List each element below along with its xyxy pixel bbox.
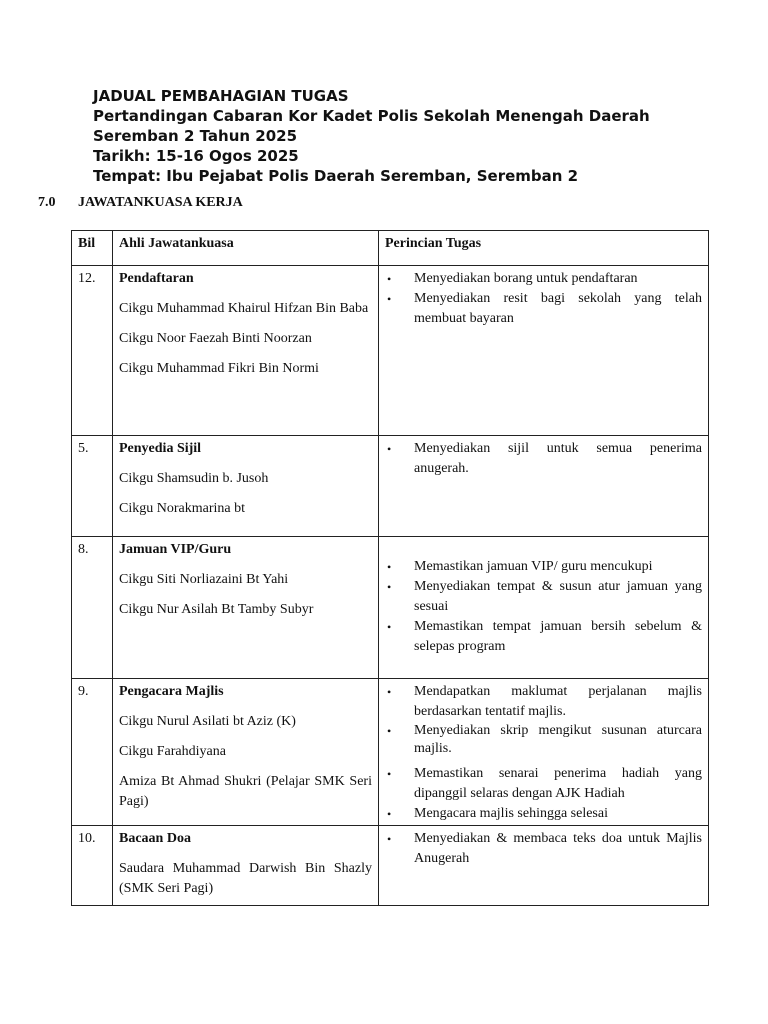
task-item: • Menyediakan sijil untuk semua penerima anugerah. bbox=[385, 439, 702, 479]
table-row bbox=[72, 679, 709, 826]
doc-title: JADUAL PEMBAHAGIAN TUGAS bbox=[93, 87, 349, 105]
task-item: • Menyediakan tempat & susun atur jamuan yang sesuai bbox=[385, 577, 702, 617]
task-item: • Menyediakan resit bagi sekolah yang telah membuat bayaran bbox=[385, 289, 702, 329]
committee-role: Bacaan Doa bbox=[119, 831, 191, 846]
committee-role: Pengacara Majlis bbox=[119, 684, 224, 699]
committee-member: Saudara Muhammad Darwish Bin Shazly (SMK Seri Pagi) bbox=[119, 861, 372, 896]
table-row bbox=[72, 436, 709, 537]
section-title: JAWATANKUASA KERJA bbox=[78, 195, 243, 210]
task-item: • Mendapatkan maklumat perjalanan majlis berdasarkan tentatif majlis. bbox=[385, 682, 702, 722]
event-name-cont: Seremban 2 Tahun 2025 bbox=[93, 127, 298, 145]
task-item: • Memastikan tempat jamuan bersih sebelum & selepas program bbox=[385, 617, 702, 657]
committee-member: Cikgu Shamsudin b. Jusoh bbox=[119, 471, 269, 486]
event-name: Pertandingan Cabaran Kor Kadet Polis Sekolah Menengah Daerah bbox=[93, 107, 650, 125]
row-number: 10. bbox=[72, 826, 113, 906]
committee-member: Cikgu Muhammad Khairul Hifzan Bin Baba bbox=[119, 301, 369, 316]
committee-member: Cikgu Siti Norliazaini Bt Yahi bbox=[119, 572, 289, 587]
row-number: 8. bbox=[72, 537, 113, 679]
event-venue: Tempat: Ibu Pejabat Polis Daerah Seremban, Seremban 2 bbox=[93, 167, 579, 185]
committee-member: Cikgu Noor Faezah Binti Noorzan bbox=[119, 331, 312, 346]
event-date: Tarikh: 15-16 Ogos 2025 bbox=[93, 147, 299, 165]
committee-member: Cikgu Farahdiyana bbox=[119, 744, 226, 759]
row-number: 12. bbox=[72, 266, 113, 436]
committee-cell bbox=[113, 826, 379, 906]
document-header bbox=[93, 86, 733, 186]
committee-role: Jamuan VIP/Guru bbox=[119, 542, 232, 557]
task-item: • Menyediakan skrip mengikut susunan aturcara majlis. bbox=[385, 722, 702, 758]
tasks-cell bbox=[379, 826, 709, 906]
header-bil: Bil bbox=[72, 231, 113, 266]
section-number: 7.0 bbox=[38, 195, 56, 210]
task-list bbox=[385, 439, 702, 479]
committee-member: Cikgu Muhammad Fikri Bin Normi bbox=[119, 361, 319, 376]
committee-cell bbox=[113, 436, 379, 537]
duty-table bbox=[71, 230, 709, 906]
task-list bbox=[385, 682, 702, 824]
committee-cell bbox=[113, 266, 379, 436]
section-heading bbox=[38, 195, 243, 211]
task-list bbox=[385, 829, 702, 869]
committee-cell bbox=[113, 679, 379, 826]
tasks-cell bbox=[379, 266, 709, 436]
committee-member: Cikgu Nur Asilah Bt Tamby Subyr bbox=[119, 602, 314, 617]
header-tugas: Perincian Tugas bbox=[379, 231, 709, 266]
committee-member: Cikgu Nurul Asilati bt Aziz (K) bbox=[119, 714, 296, 729]
task-item: • Menyediakan borang untuk pendaftaran bbox=[385, 269, 702, 289]
task-item: • Mengacara majlis sehingga selesai bbox=[385, 804, 702, 824]
committee-member: Cikgu Norakmarina bt bbox=[119, 501, 245, 516]
committee-cell bbox=[113, 537, 379, 679]
row-number: 9. bbox=[72, 679, 113, 826]
table-row bbox=[72, 266, 709, 436]
tasks-cell bbox=[379, 679, 709, 826]
table-row bbox=[72, 537, 709, 679]
table-row bbox=[72, 826, 709, 906]
task-item: • Menyediakan & membaca teks doa untuk Majlis Anugerah bbox=[385, 829, 702, 869]
committee-member: Amiza Bt Ahmad Shukri (Pelajar SMK Seri Pagi) bbox=[119, 774, 372, 809]
tasks-cell bbox=[379, 537, 709, 679]
committee-role: Penyedia Sijil bbox=[119, 441, 202, 456]
task-list bbox=[385, 557, 702, 657]
row-number: 5. bbox=[72, 436, 113, 537]
committee-role: Pendaftaran bbox=[119, 271, 194, 286]
task-item: • Memastikan senarai penerima hadiah yang dipanggil selaras dengan AJK Hadiah bbox=[385, 764, 702, 804]
header-ahli: Ahli Jawatankuasa bbox=[113, 231, 379, 266]
table-header-row bbox=[72, 231, 709, 266]
task-list bbox=[385, 269, 702, 329]
task-item: • Memastikan jamuan VIP/ guru mencukupi bbox=[385, 557, 702, 577]
tasks-cell bbox=[379, 436, 709, 537]
